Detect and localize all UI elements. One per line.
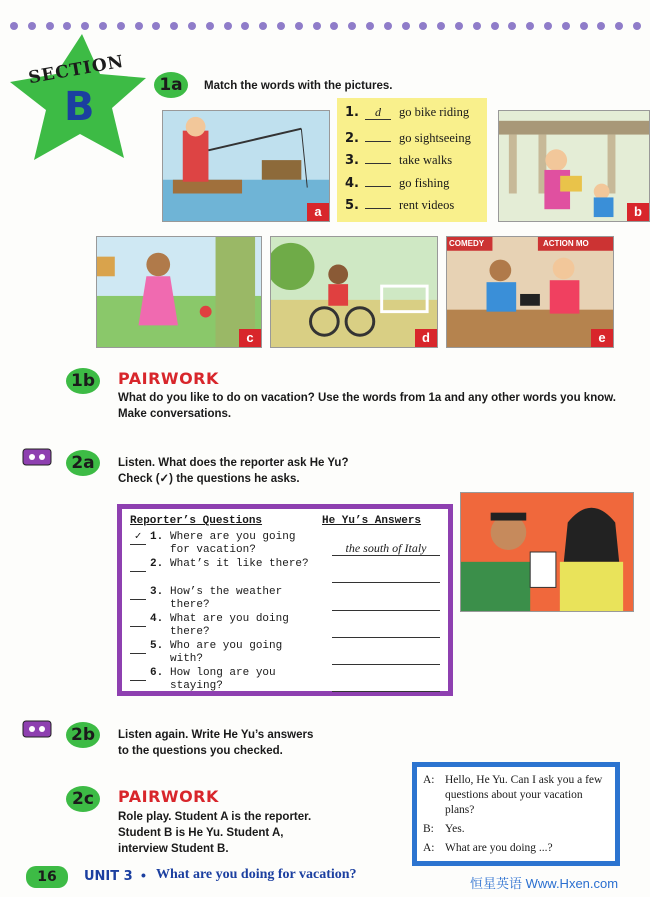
cassette-icon — [22, 720, 52, 738]
question-number: 5. — [150, 640, 164, 653]
match-item — [345, 105, 479, 128]
picture-c-walking — [96, 236, 262, 348]
border-dot — [28, 22, 36, 30]
border-dot — [597, 22, 605, 30]
picture-d-tag: d — [415, 329, 437, 347]
question-checkbox[interactable]: ✓ — [130, 532, 146, 545]
border-dot — [259, 22, 267, 30]
answer-blank[interactable] — [332, 667, 440, 692]
border-dot — [384, 22, 392, 30]
picture-e-tag: e — [591, 329, 613, 347]
exercise-2a-number: 2a — [66, 450, 100, 476]
question-number: 2. — [150, 558, 164, 571]
question-checkbox[interactable] — [130, 559, 146, 572]
dialog-speaker: A: — [423, 842, 435, 854]
footer-title: What are you doing for vacation? — [156, 867, 357, 882]
border-dot — [117, 22, 125, 30]
border-dot — [313, 22, 321, 30]
answer-blank[interactable] — [332, 586, 440, 611]
picture-d-bike-riding — [270, 236, 438, 348]
border-dot — [10, 22, 18, 30]
match-item-number: 3. — [345, 153, 359, 168]
dialog-text: Hello, He Yu. Can I ask you a few questions about your vacation plans? — [445, 774, 603, 816]
answer-blank[interactable] — [332, 640, 440, 665]
border-dot — [633, 22, 641, 30]
exercise-2c-instruction-3: interview Student B. — [118, 843, 229, 855]
border-dot — [580, 22, 588, 30]
match-answer-blank[interactable] — [365, 150, 391, 164]
dialog-text: Yes. — [445, 823, 465, 835]
match-item-word: rent videos — [399, 198, 455, 212]
border-dot — [508, 22, 516, 30]
questions-header: Reporter’s Questions — [130, 515, 263, 527]
footer-bullet: • — [141, 867, 146, 883]
exercise-2b-instruction-1: Listen again. Write He Yu’s answers — [118, 729, 314, 741]
question-row — [130, 531, 440, 558]
question-text: How long are you staying? — [170, 667, 276, 693]
border-dot — [63, 22, 71, 30]
picture-a-tag: a — [307, 203, 329, 221]
border-dot — [615, 22, 623, 30]
border-dot — [170, 22, 178, 30]
match-item-number: 1. — [345, 105, 359, 120]
question-row — [130, 586, 440, 613]
answers-header: He Yu’s Answers — [322, 515, 422, 527]
match-answer-blank[interactable]: d — [365, 106, 391, 120]
match-item-word: take walks — [399, 153, 453, 167]
border-dot — [562, 22, 570, 30]
border-dot — [99, 22, 107, 30]
dialog-line — [423, 841, 609, 856]
border-dot — [152, 22, 160, 30]
match-item — [345, 150, 479, 173]
question-number: 1. — [150, 531, 164, 543]
border-dot — [473, 22, 481, 30]
match-list-box — [337, 98, 487, 222]
match-item-word: go fishing — [399, 175, 450, 190]
question-row — [130, 640, 440, 667]
question-checkbox[interactable] — [130, 668, 146, 681]
dialog-speaker: B: — [423, 823, 434, 835]
match-item-word: go sightseeing — [399, 130, 471, 145]
border-dot — [366, 22, 374, 30]
question-number: 4. — [150, 612, 164, 625]
match-answer-blank[interactable] — [365, 173, 391, 187]
question-row — [130, 558, 440, 585]
exercise-2a-instruction-1: Listen. What does the reporter ask He Yu? — [118, 457, 349, 469]
question-text: How’s the weather there? — [170, 585, 283, 611]
question-checkbox[interactable] — [130, 614, 146, 627]
question-number: 6. — [150, 667, 164, 680]
border-dot — [277, 22, 285, 30]
question-checkbox[interactable] — [130, 641, 146, 654]
exercise-1b-number: 1b — [66, 368, 100, 394]
exercise-2c-instruction-2: Student B is He Yu. Student A, — [118, 827, 284, 839]
match-answer-blank[interactable] — [365, 128, 391, 142]
border-dot — [419, 22, 427, 30]
border-dot — [81, 22, 89, 30]
border-dot — [188, 22, 196, 30]
questions-table — [117, 504, 453, 696]
match-item-number: 2. — [345, 130, 359, 146]
watermark: 恒星英语 Www.Hxen.com — [470, 876, 619, 891]
picture-c-tag: c — [239, 329, 261, 347]
exercise-1a-instruction: Match the words with the pictures. — [204, 80, 393, 92]
dialog-line — [423, 773, 609, 818]
border-dot — [46, 22, 54, 30]
border-dot — [135, 22, 143, 30]
picture-interview — [460, 492, 634, 612]
answer-blank[interactable] — [332, 558, 440, 583]
page-number: 16 — [26, 866, 68, 888]
border-dot — [224, 22, 232, 30]
question-text: Where are you going for vacation? — [170, 531, 296, 556]
border-dot — [330, 22, 338, 30]
question-checkbox[interactable] — [130, 587, 146, 600]
match-item — [345, 195, 479, 218]
section-letter: B — [64, 84, 95, 130]
border-dot — [437, 22, 445, 30]
exercise-2c-number: 2c — [66, 786, 100, 812]
question-text: What are you doing there? — [170, 612, 289, 638]
match-item — [345, 128, 479, 151]
exercise-2c-title: PAIRWORK — [118, 787, 219, 806]
answer-blank[interactable]: the south of Italy — [332, 531, 440, 556]
border-dot — [348, 22, 356, 30]
footer-unit: UNIT 3 — [84, 869, 133, 884]
border-dot — [295, 22, 303, 30]
exercise-1a-number: 1a — [154, 72, 188, 98]
question-row — [130, 613, 440, 640]
border-dot — [241, 22, 249, 30]
dialog-text: What are you doing ...? — [445, 842, 553, 854]
border-dot — [455, 22, 463, 30]
question-text: What’s it like there? — [170, 558, 309, 571]
dialog-line — [423, 822, 609, 837]
match-item — [345, 173, 479, 196]
exercise-1b-title: PAIRWORK — [118, 369, 219, 388]
match-answer-blank[interactable] — [365, 195, 391, 209]
cassette-icon — [22, 448, 52, 466]
exercise-2b-number: 2b — [66, 722, 100, 748]
exercise-1b-instruction: What do you like to do on vacation? Use the words from 1a and any other words you know. Make conversations. — [118, 392, 616, 420]
question-text: Who are you going with? — [170, 640, 283, 666]
question-row — [130, 667, 440, 694]
picture-e-rent-videos — [446, 236, 614, 348]
border-dot — [491, 22, 499, 30]
section-label: SECTION — [26, 51, 126, 89]
answer-blank[interactable] — [332, 613, 440, 638]
picture-b-sightseeing — [498, 110, 650, 222]
exercise-2a-instruction-2: Check (✓) the questions he asks. — [118, 473, 300, 485]
conversation-box — [412, 762, 620, 866]
question-number: 3. — [150, 585, 164, 598]
exercise-2b-instruction-2: to the questions you checked. — [118, 745, 283, 757]
match-item-word: go bike riding — [399, 105, 470, 119]
exercise-2c-instruction-1: Role play. Student A is the reporter. — [118, 811, 312, 823]
border-dot — [544, 22, 552, 30]
border-dot — [206, 22, 214, 30]
match-item-number: 4. — [345, 175, 359, 191]
picture-a-fishing — [162, 110, 330, 222]
store-sign-comedy: COMEDY — [449, 239, 485, 248]
border-dot — [526, 22, 534, 30]
picture-b-tag: b — [627, 203, 649, 221]
border-dot — [402, 22, 410, 30]
match-item-number: 5. — [345, 198, 359, 213]
dialog-speaker: A: — [423, 774, 435, 786]
store-sign-action: ACTION MO — [543, 239, 589, 248]
